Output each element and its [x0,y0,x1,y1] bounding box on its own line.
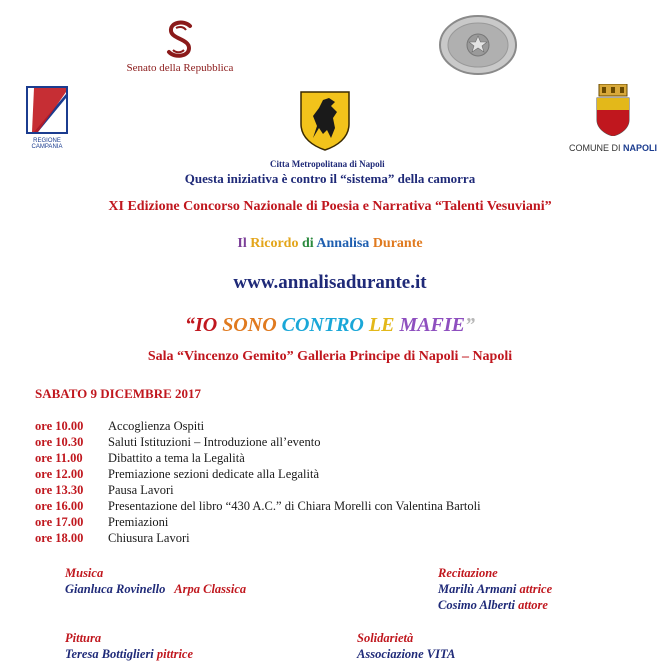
schedule-time: ore 13.30 [35,483,84,497]
comune-label-city: NAPOLI [622,143,657,153]
napoli-crest-icon [593,84,633,136]
citta-label: Citta Metropolitana di Napoli [270,159,385,169]
schedule-item [35,515,481,531]
schedule-time: ore 10.30 [35,435,84,449]
motto [0,314,660,337]
credit-pittura [65,630,193,662]
credit-name: Cosimo Alberti [438,598,515,612]
schedule-item [35,483,481,499]
credit-category: Musica [65,566,104,580]
ricordo-heading [0,236,660,252]
schedule-item [35,499,481,515]
credit-category: Solidarietà [357,631,414,645]
venue: Sala “Vincenzo Gemito” Galleria Principe di Napoli – Napoli [147,349,513,364]
regione-campania-logo [18,86,76,150]
schedule-desc: Chiusura Lavori [108,531,190,545]
credit-category: Recitazione [438,566,498,580]
schedule-item [35,467,481,483]
schedule-time: ore 16.00 [35,499,84,513]
credit-recitazione [438,565,552,613]
credit-role: attore [518,598,548,612]
schedule-time: ore 11.00 [35,451,83,465]
schedule-desc: Premiazioni [108,515,169,529]
rampant-horse-shield-icon [299,90,351,152]
comune-label [568,143,658,153]
schedule-time: ore 12.00 [35,467,84,481]
senato-label: Senato della Repubblica [126,62,234,74]
motto-word-4: LE [368,314,395,336]
motto-word-3: CONTRO [281,314,364,336]
schedule-time: ore 10.00 [35,419,84,433]
ricordo-word-2: Ricordo [250,236,299,251]
credit-category: Pittura [65,631,102,645]
tagline: Questa iniziativa è contro il “sistema” della camorra [184,171,476,186]
italian-republic-seal-icon [438,14,518,76]
senato-s-icon [162,20,198,60]
schedule-item [35,435,481,451]
comune-napoli-logo [568,84,658,164]
schedule-item [35,531,481,547]
event-date: SABATO 9 DICEMBRE 2017 [35,386,202,401]
schedule-desc: Premiazione sezioni dedicate alla Legalità [108,467,320,481]
ricordo-word-1: Il [237,236,247,251]
motto-word-1: “IO [184,314,218,336]
schedule-time: ore 18.00 [35,531,84,545]
credit-name: Gianluca Rovinello [65,582,166,596]
ricordo-word-4: Annalisa [316,236,370,251]
campania-shield-icon [18,86,76,136]
campania-label: REGIONE CAMPANIA [31,138,63,150]
schedule-item [35,451,481,467]
credit-role: pittrice [156,647,194,661]
schedule-desc: Dibattito a tema la Legalità [108,451,245,465]
comune-label-prefix: COMUNE DI [568,143,623,153]
website-link[interactable]: www.annalisadurante.it [233,272,427,293]
motto-close-quote: ” [465,314,476,336]
credit-role: attrice [519,582,553,596]
schedule-list [35,419,481,547]
credit-name: Associazione VITA [357,647,456,661]
schedule-desc: Accoglienza Ospiti [108,419,205,433]
ricordo-word-3: di [301,236,314,251]
motto-word-2: SONO [222,314,277,336]
credit-name: Marilù Armani [438,582,517,596]
senato-logo [110,20,250,82]
schedule-desc: Presentazione del libro “430 A.C.” di Chiara Morelli con Valentina Bartoli [108,499,481,513]
credit-name: Teresa Bottiglieri [65,647,154,661]
credit-solidarieta [357,630,455,662]
schedule-item [35,419,481,435]
schedule-desc: Saluti Istituzioni – Introduzione all’evento [108,435,321,449]
motto-word-5: MAFIE [399,314,466,336]
credit-role: Arpa Classica [174,582,247,596]
ricordo-word-5: Durante [372,236,423,251]
credit-musica [65,565,246,597]
schedule-time: ore 17.00 [35,515,84,529]
edition-title: XI Edizione Concorso Nazionale di Poesia e Narrativa “Talenti Vesuviani” [108,199,552,214]
schedule-desc: Pausa Lavori [108,483,174,497]
citta-metropolitana-logo [270,90,385,170]
republic-seal [438,14,518,76]
